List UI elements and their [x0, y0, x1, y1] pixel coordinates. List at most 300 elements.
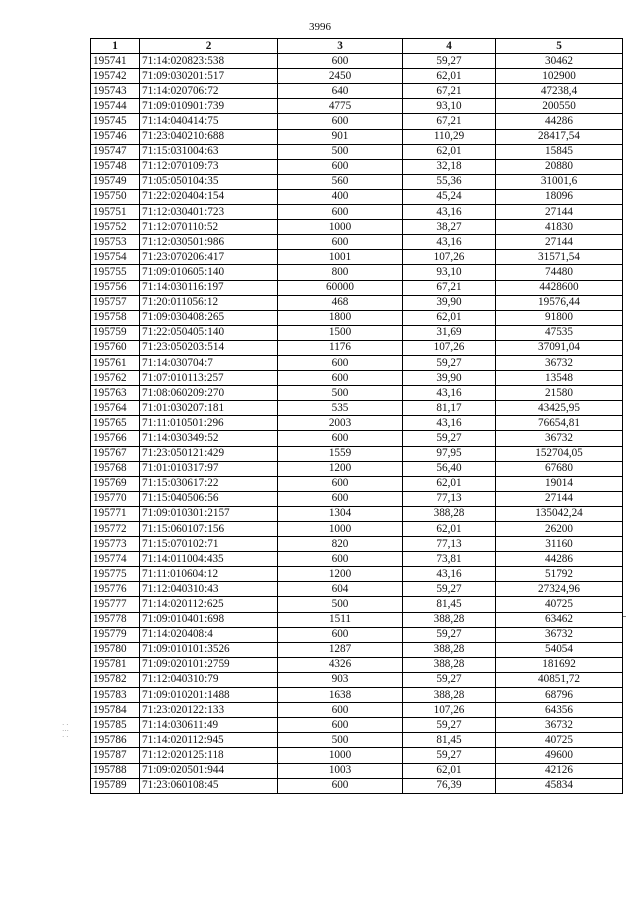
table-cell-col1: 195741	[91, 54, 140, 69]
table-cell-col3: 600	[278, 778, 403, 793]
table-cell-col1: 195774	[91, 552, 140, 567]
table-cell-col1: 195780	[91, 642, 140, 657]
table-cell-col1: 195777	[91, 597, 140, 612]
table-row	[91, 718, 623, 733]
table-cell-col1: 195764	[91, 401, 140, 416]
table-cell-col5: 91800	[496, 310, 623, 325]
table-cell-col3: 600	[278, 205, 403, 220]
table-cell-col4: 77,13	[403, 491, 496, 506]
column-header-2: 2	[140, 39, 278, 54]
table-cell-col4: 62,01	[403, 144, 496, 159]
table-cell-col3: 2450	[278, 69, 403, 84]
table-cell-col2: 71:23:050203:514	[140, 340, 278, 355]
table-cell-col1: 195757	[91, 295, 140, 310]
table-cell-col5: 36732	[496, 431, 623, 446]
table-cell-col2: 71:15:040506:56	[140, 491, 278, 506]
table-cell-col3: 500	[278, 144, 403, 159]
table-cell-col3: 600	[278, 54, 403, 69]
table-cell-col3: 1511	[278, 612, 403, 627]
table-cell-col4: 59,27	[403, 672, 496, 687]
table-cell-col3: 1200	[278, 461, 403, 476]
table-cell-col1: 195775	[91, 567, 140, 582]
table-cell-col3: 560	[278, 174, 403, 189]
table-cell-col5: 67680	[496, 461, 623, 476]
table-cell-col5: 18096	[496, 189, 623, 204]
table-cell-col4: 62,01	[403, 310, 496, 325]
table-cell-col3: 600	[278, 718, 403, 733]
table-cell-col2: 71:12:020125:118	[140, 748, 278, 763]
table-row	[91, 461, 623, 476]
table-cell-col1: 195746	[91, 129, 140, 144]
table-row	[91, 657, 623, 672]
table-cell-col4: 62,01	[403, 763, 496, 778]
table-cell-col5: 20880	[496, 159, 623, 174]
table-row	[91, 522, 623, 537]
table-cell-col4: 93,10	[403, 265, 496, 280]
table-cell-col4: 56,40	[403, 461, 496, 476]
table-cell-col4: 59,27	[403, 718, 496, 733]
column-header-3: 3	[278, 39, 403, 54]
table-cell-col2: 71:15:070102:71	[140, 537, 278, 552]
table-cell-col5: 51792	[496, 567, 623, 582]
table-cell-col2: 71:11:010501:296	[140, 416, 278, 431]
table-cell-col2: 71:23:040210:688	[140, 129, 278, 144]
table-cell-col1: 195743	[91, 84, 140, 99]
table-cell-col5: 27324,96	[496, 582, 623, 597]
table-cell-col5: 44286	[496, 552, 623, 567]
table-row	[91, 627, 623, 642]
table-cell-col4: 59,27	[403, 627, 496, 642]
table-cell-col1: 195786	[91, 733, 140, 748]
table-row	[91, 552, 623, 567]
table-cell-col1: 195756	[91, 280, 140, 295]
table-row	[91, 567, 623, 582]
table-cell-col2: 71:09:010101:3526	[140, 642, 278, 657]
table-row	[91, 582, 623, 597]
table-cell-col5: 15845	[496, 144, 623, 159]
page-number: 3996	[309, 21, 331, 33]
table-row	[91, 688, 623, 703]
table-cell-col5: 28417,54	[496, 129, 623, 144]
table-cell-col1: 195779	[91, 627, 140, 642]
table-row	[91, 280, 623, 295]
table-row	[91, 733, 623, 748]
table-cell-col4: 97,95	[403, 446, 496, 461]
table-cell-col1: 195787	[91, 748, 140, 763]
table-cell-col2: 71:01:030207:181	[140, 401, 278, 416]
table-cell-col5: 13548	[496, 371, 623, 386]
table-row	[91, 205, 623, 220]
table-cell-col5: 47238,4	[496, 84, 623, 99]
table-cell-col2: 71:14:030349:52	[140, 431, 278, 446]
table-cell-col1: 195785	[91, 718, 140, 733]
table-cell-col1: 195750	[91, 189, 140, 204]
table-cell-col3: 903	[278, 672, 403, 687]
table-cell-col5: 26200	[496, 522, 623, 537]
table-row	[91, 416, 623, 431]
table-cell-col4: 107,26	[403, 340, 496, 355]
table-cell-col2: 71:09:030408:265	[140, 310, 278, 325]
column-header-1: 1	[91, 39, 140, 54]
table-row	[91, 99, 623, 114]
table-row	[91, 355, 623, 370]
table-cell-col3: 500	[278, 733, 403, 748]
table-cell-col4: 107,26	[403, 250, 496, 265]
table-cell-col1: 195766	[91, 431, 140, 446]
table-cell-col2: 71:14:020706:72	[140, 84, 278, 99]
table-cell-col1: 195783	[91, 688, 140, 703]
margin-scan-mark: · · ··· · ·	[62, 721, 69, 741]
table-cell-col1: 195788	[91, 763, 140, 778]
cadastral-value-table	[90, 38, 623, 794]
table-cell-col3: 600	[278, 476, 403, 491]
table-cell-col1: 195769	[91, 476, 140, 491]
table-row	[91, 778, 623, 793]
table-cell-col5: 45834	[496, 778, 623, 793]
table-cell-col3: 500	[278, 597, 403, 612]
table-cell-col1: 195770	[91, 491, 140, 506]
table-row	[91, 672, 623, 687]
table-cell-col5: 36732	[496, 355, 623, 370]
table-header-row	[91, 39, 623, 54]
table-cell-col2: 71:09:030201:517	[140, 69, 278, 84]
table-row	[91, 144, 623, 159]
table-cell-col4: 43,16	[403, 235, 496, 250]
table-cell-col5: 68796	[496, 688, 623, 703]
table-cell-col3: 1559	[278, 446, 403, 461]
table-cell-col3: 1000	[278, 522, 403, 537]
table-cell-col5: 54054	[496, 642, 623, 657]
table-row	[91, 54, 623, 69]
table-cell-col1: 195778	[91, 612, 140, 627]
table-row	[91, 763, 623, 778]
table-cell-col2: 71:23:050121:429	[140, 446, 278, 461]
table-row	[91, 295, 623, 310]
table-cell-col3: 1000	[278, 748, 403, 763]
table-row	[91, 537, 623, 552]
table-cell-col5: 31571,54	[496, 250, 623, 265]
table-cell-col4: 107,26	[403, 703, 496, 718]
table-cell-col5: 37091,04	[496, 340, 623, 355]
table-cell-col1: 195759	[91, 325, 140, 340]
table-cell-col5: 27144	[496, 491, 623, 506]
table-cell-col2: 71:23:060108:45	[140, 778, 278, 793]
table-row	[91, 386, 623, 401]
table-cell-col2: 71:22:020404:154	[140, 189, 278, 204]
table-cell-col3: 600	[278, 552, 403, 567]
table-cell-col3: 600	[278, 627, 403, 642]
table-cell-col4: 81,45	[403, 597, 496, 612]
table-cell-col3: 4326	[278, 657, 403, 672]
table-cell-col4: 62,01	[403, 522, 496, 537]
table-cell-col2: 71:09:010301:2157	[140, 506, 278, 521]
table-cell-col5: 200550	[496, 99, 623, 114]
table-cell-col2: 71:09:020501:944	[140, 763, 278, 778]
table-cell-col3: 1003	[278, 763, 403, 778]
table-cell-col4: 67,21	[403, 114, 496, 129]
table-cell-col5: 102900	[496, 69, 623, 84]
table-cell-col2: 71:12:070109:73	[140, 159, 278, 174]
table-cell-col2: 71:09:010901:739	[140, 99, 278, 114]
table-row	[91, 506, 623, 521]
table-cell-col3: 1001	[278, 250, 403, 265]
column-header-4: 4	[403, 39, 496, 54]
table-cell-col1: 195760	[91, 340, 140, 355]
table-cell-col2: 71:01:010317:97	[140, 461, 278, 476]
table-cell-col1: 195751	[91, 205, 140, 220]
table-cell-col5: 27144	[496, 205, 623, 220]
table-cell-col4: 77,13	[403, 537, 496, 552]
table-cell-col2: 71:14:030116:197	[140, 280, 278, 295]
table-row	[91, 159, 623, 174]
table-cell-col4: 43,16	[403, 386, 496, 401]
table-cell-col2: 71:08:060209:270	[140, 386, 278, 401]
table-cell-col3: 1800	[278, 310, 403, 325]
table-cell-col1: 195782	[91, 672, 140, 687]
table-cell-col3: 1304	[278, 506, 403, 521]
table-cell-col3: 60000	[278, 280, 403, 295]
table-cell-col5: 135042,24	[496, 506, 623, 521]
table-cell-col1: 195758	[91, 310, 140, 325]
table-cell-col2: 71:14:030611:49	[140, 718, 278, 733]
table-row	[91, 114, 623, 129]
table-row	[91, 250, 623, 265]
table-cell-col4: 67,21	[403, 280, 496, 295]
table-cell-col2: 71:09:010401:698	[140, 612, 278, 627]
table-cell-col4: 59,27	[403, 748, 496, 763]
table-cell-col2: 71:14:020112:625	[140, 597, 278, 612]
table-cell-col2: 71:12:030501:986	[140, 235, 278, 250]
table-cell-col1: 195747	[91, 144, 140, 159]
table-cell-col3: 1000	[278, 220, 403, 235]
table-cell-col2: 71:22:050405:140	[140, 325, 278, 340]
table-cell-col1: 195789	[91, 778, 140, 793]
table-cell-col5: 44286	[496, 114, 623, 129]
table-row	[91, 703, 623, 718]
table-cell-col4: 59,27	[403, 54, 496, 69]
table-cell-col1: 195767	[91, 446, 140, 461]
table-cell-col2: 71:09:010605:140	[140, 265, 278, 280]
table-cell-col3: 600	[278, 235, 403, 250]
table-row	[91, 446, 623, 461]
table-row	[91, 476, 623, 491]
table-cell-col3: 600	[278, 355, 403, 370]
table-cell-col4: 45,24	[403, 189, 496, 204]
table-cell-col5: 30462	[496, 54, 623, 69]
table-cell-col2: 71:23:020122:133	[140, 703, 278, 718]
table-cell-col5: 63462	[496, 612, 623, 627]
table-cell-col2: 71:05:050104:35	[140, 174, 278, 189]
table-cell-col3: 4775	[278, 99, 403, 114]
table-cell-col4: 55,36	[403, 174, 496, 189]
table-row	[91, 174, 623, 189]
table-cell-col2: 71:09:010201:1488	[140, 688, 278, 703]
table-cell-col1: 195781	[91, 657, 140, 672]
table-row	[91, 597, 623, 612]
table-cell-col4: 59,27	[403, 355, 496, 370]
table-cell-col3: 901	[278, 129, 403, 144]
table-cell-col3: 600	[278, 491, 403, 506]
table-cell-col2: 71:20:011056:12	[140, 295, 278, 310]
table-cell-col3: 820	[278, 537, 403, 552]
table-cell-col1: 195744	[91, 99, 140, 114]
table-row	[91, 612, 623, 627]
table-cell-col5: 36732	[496, 718, 623, 733]
table-cell-col5: 27144	[496, 235, 623, 250]
table-row	[91, 310, 623, 325]
table-row	[91, 642, 623, 657]
table-cell-col3: 1287	[278, 642, 403, 657]
table-cell-col5: 40851,72	[496, 672, 623, 687]
table-cell-col4: 388,28	[403, 657, 496, 672]
table-cell-col3: 1200	[278, 567, 403, 582]
table-cell-col4: 388,28	[403, 612, 496, 627]
table-cell-col2: 71:15:060107:156	[140, 522, 278, 537]
table-cell-col5: 31160	[496, 537, 623, 552]
table-cell-col4: 81,45	[403, 733, 496, 748]
table-row	[91, 129, 623, 144]
table-cell-col4: 62,01	[403, 476, 496, 491]
table-cell-col5: 42126	[496, 763, 623, 778]
table-cell-col3: 1500	[278, 325, 403, 340]
table-cell-col2: 71:15:031004:63	[140, 144, 278, 159]
table-cell-col4: 93,10	[403, 99, 496, 114]
table-cell-col4: 62,01	[403, 69, 496, 84]
table-cell-col5: 36732	[496, 627, 623, 642]
table-cell-col4: 43,16	[403, 205, 496, 220]
table-cell-col5: 21580	[496, 386, 623, 401]
table-cell-col5: 181692	[496, 657, 623, 672]
table-cell-col3: 535	[278, 401, 403, 416]
table-cell-col5: 31001,6	[496, 174, 623, 189]
table-row	[91, 189, 623, 204]
table-cell-col1: 195753	[91, 235, 140, 250]
table-cell-col1: 195745	[91, 114, 140, 129]
table-cell-col2: 71:12:030401:723	[140, 205, 278, 220]
table-row	[91, 431, 623, 446]
margin-tick-mark	[623, 616, 626, 617]
table-cell-col4: 39,90	[403, 295, 496, 310]
table-row	[91, 491, 623, 506]
table-cell-col1: 195755	[91, 265, 140, 280]
table-cell-col3: 1176	[278, 340, 403, 355]
table-cell-col4: 76,39	[403, 778, 496, 793]
table-cell-col5: 19576,44	[496, 295, 623, 310]
table-cell-col2: 71:12:040310:43	[140, 582, 278, 597]
table-row	[91, 371, 623, 386]
table-cell-col1: 195784	[91, 703, 140, 718]
table-row	[91, 340, 623, 355]
table-row	[91, 69, 623, 84]
table-cell-col2: 71:23:070206:417	[140, 250, 278, 265]
table-cell-col2: 71:12:040310:79	[140, 672, 278, 687]
table-row	[91, 235, 623, 250]
table-cell-col3: 600	[278, 703, 403, 718]
table-cell-col4: 38,27	[403, 220, 496, 235]
table-cell-col1: 195748	[91, 159, 140, 174]
table-cell-col3: 1638	[278, 688, 403, 703]
table-cell-col5: 76654,81	[496, 416, 623, 431]
table-cell-col1: 195765	[91, 416, 140, 431]
table-cell-col5: 152704,05	[496, 446, 623, 461]
table-cell-col5: 47535	[496, 325, 623, 340]
table-cell-col3: 468	[278, 295, 403, 310]
table-row	[91, 325, 623, 340]
table-row	[91, 220, 623, 235]
table-cell-col4: 32,18	[403, 159, 496, 174]
table-cell-col2: 71:11:010604:12	[140, 567, 278, 582]
column-header-5: 5	[496, 39, 623, 54]
table-cell-col4: 59,27	[403, 582, 496, 597]
table-cell-col4: 43,16	[403, 416, 496, 431]
table-cell-col2: 71:15:030617:22	[140, 476, 278, 491]
table-cell-col3: 600	[278, 159, 403, 174]
table-cell-col4: 73,81	[403, 552, 496, 567]
table-cell-col1: 195752	[91, 220, 140, 235]
table-cell-col2: 71:12:070110:52	[140, 220, 278, 235]
table-cell-col1: 195772	[91, 522, 140, 537]
table-cell-col3: 604	[278, 582, 403, 597]
table-cell-col1: 195771	[91, 506, 140, 521]
table-cell-col2: 71:14:011004:435	[140, 552, 278, 567]
table-cell-col3: 600	[278, 431, 403, 446]
table-cell-col4: 388,28	[403, 688, 496, 703]
table-cell-col2: 71:14:020408:4	[140, 627, 278, 642]
table-cell-col4: 43,16	[403, 567, 496, 582]
table-cell-col5: 74480	[496, 265, 623, 280]
table-cell-col1: 195749	[91, 174, 140, 189]
table-cell-col1: 195768	[91, 461, 140, 476]
table-cell-col5: 19014	[496, 476, 623, 491]
table-cell-col3: 640	[278, 84, 403, 99]
table-cell-col4: 110,29	[403, 129, 496, 144]
table-cell-col1: 195776	[91, 582, 140, 597]
table-cell-col2: 71:14:020823:538	[140, 54, 278, 69]
table-cell-col3: 400	[278, 189, 403, 204]
table-cell-col1: 195754	[91, 250, 140, 265]
table-cell-col1: 195762	[91, 371, 140, 386]
table-cell-col5: 43425,95	[496, 401, 623, 416]
table-cell-col5: 40725	[496, 597, 623, 612]
table-cell-col4: 388,28	[403, 506, 496, 521]
table-cell-col1: 195761	[91, 355, 140, 370]
table-cell-col4: 31,69	[403, 325, 496, 340]
table-body	[91, 54, 623, 794]
table-cell-col1: 195773	[91, 537, 140, 552]
table-cell-col4: 39,90	[403, 371, 496, 386]
table-cell-col1: 195763	[91, 386, 140, 401]
table-row	[91, 401, 623, 416]
table-cell-col4: 388,28	[403, 642, 496, 657]
table-cell-col4: 59,27	[403, 431, 496, 446]
table-cell-col5: 4428600	[496, 280, 623, 295]
table-cell-col3: 600	[278, 371, 403, 386]
table-cell-col2: 71:14:030704:7	[140, 355, 278, 370]
table-cell-col2: 71:09:020101:2759	[140, 657, 278, 672]
table-cell-col5: 40725	[496, 733, 623, 748]
table-row	[91, 84, 623, 99]
table-cell-col3: 2003	[278, 416, 403, 431]
table-cell-col2: 71:14:020112:945	[140, 733, 278, 748]
table-cell-col3: 500	[278, 386, 403, 401]
table-cell-col5: 64356	[496, 703, 623, 718]
table-cell-col4: 67,21	[403, 84, 496, 99]
table-cell-col2: 71:07:010113:257	[140, 371, 278, 386]
table-cell-col4: 81,17	[403, 401, 496, 416]
table-cell-col3: 600	[278, 114, 403, 129]
table-cell-col1: 195742	[91, 69, 140, 84]
table-cell-col2: 71:14:040414:75	[140, 114, 278, 129]
